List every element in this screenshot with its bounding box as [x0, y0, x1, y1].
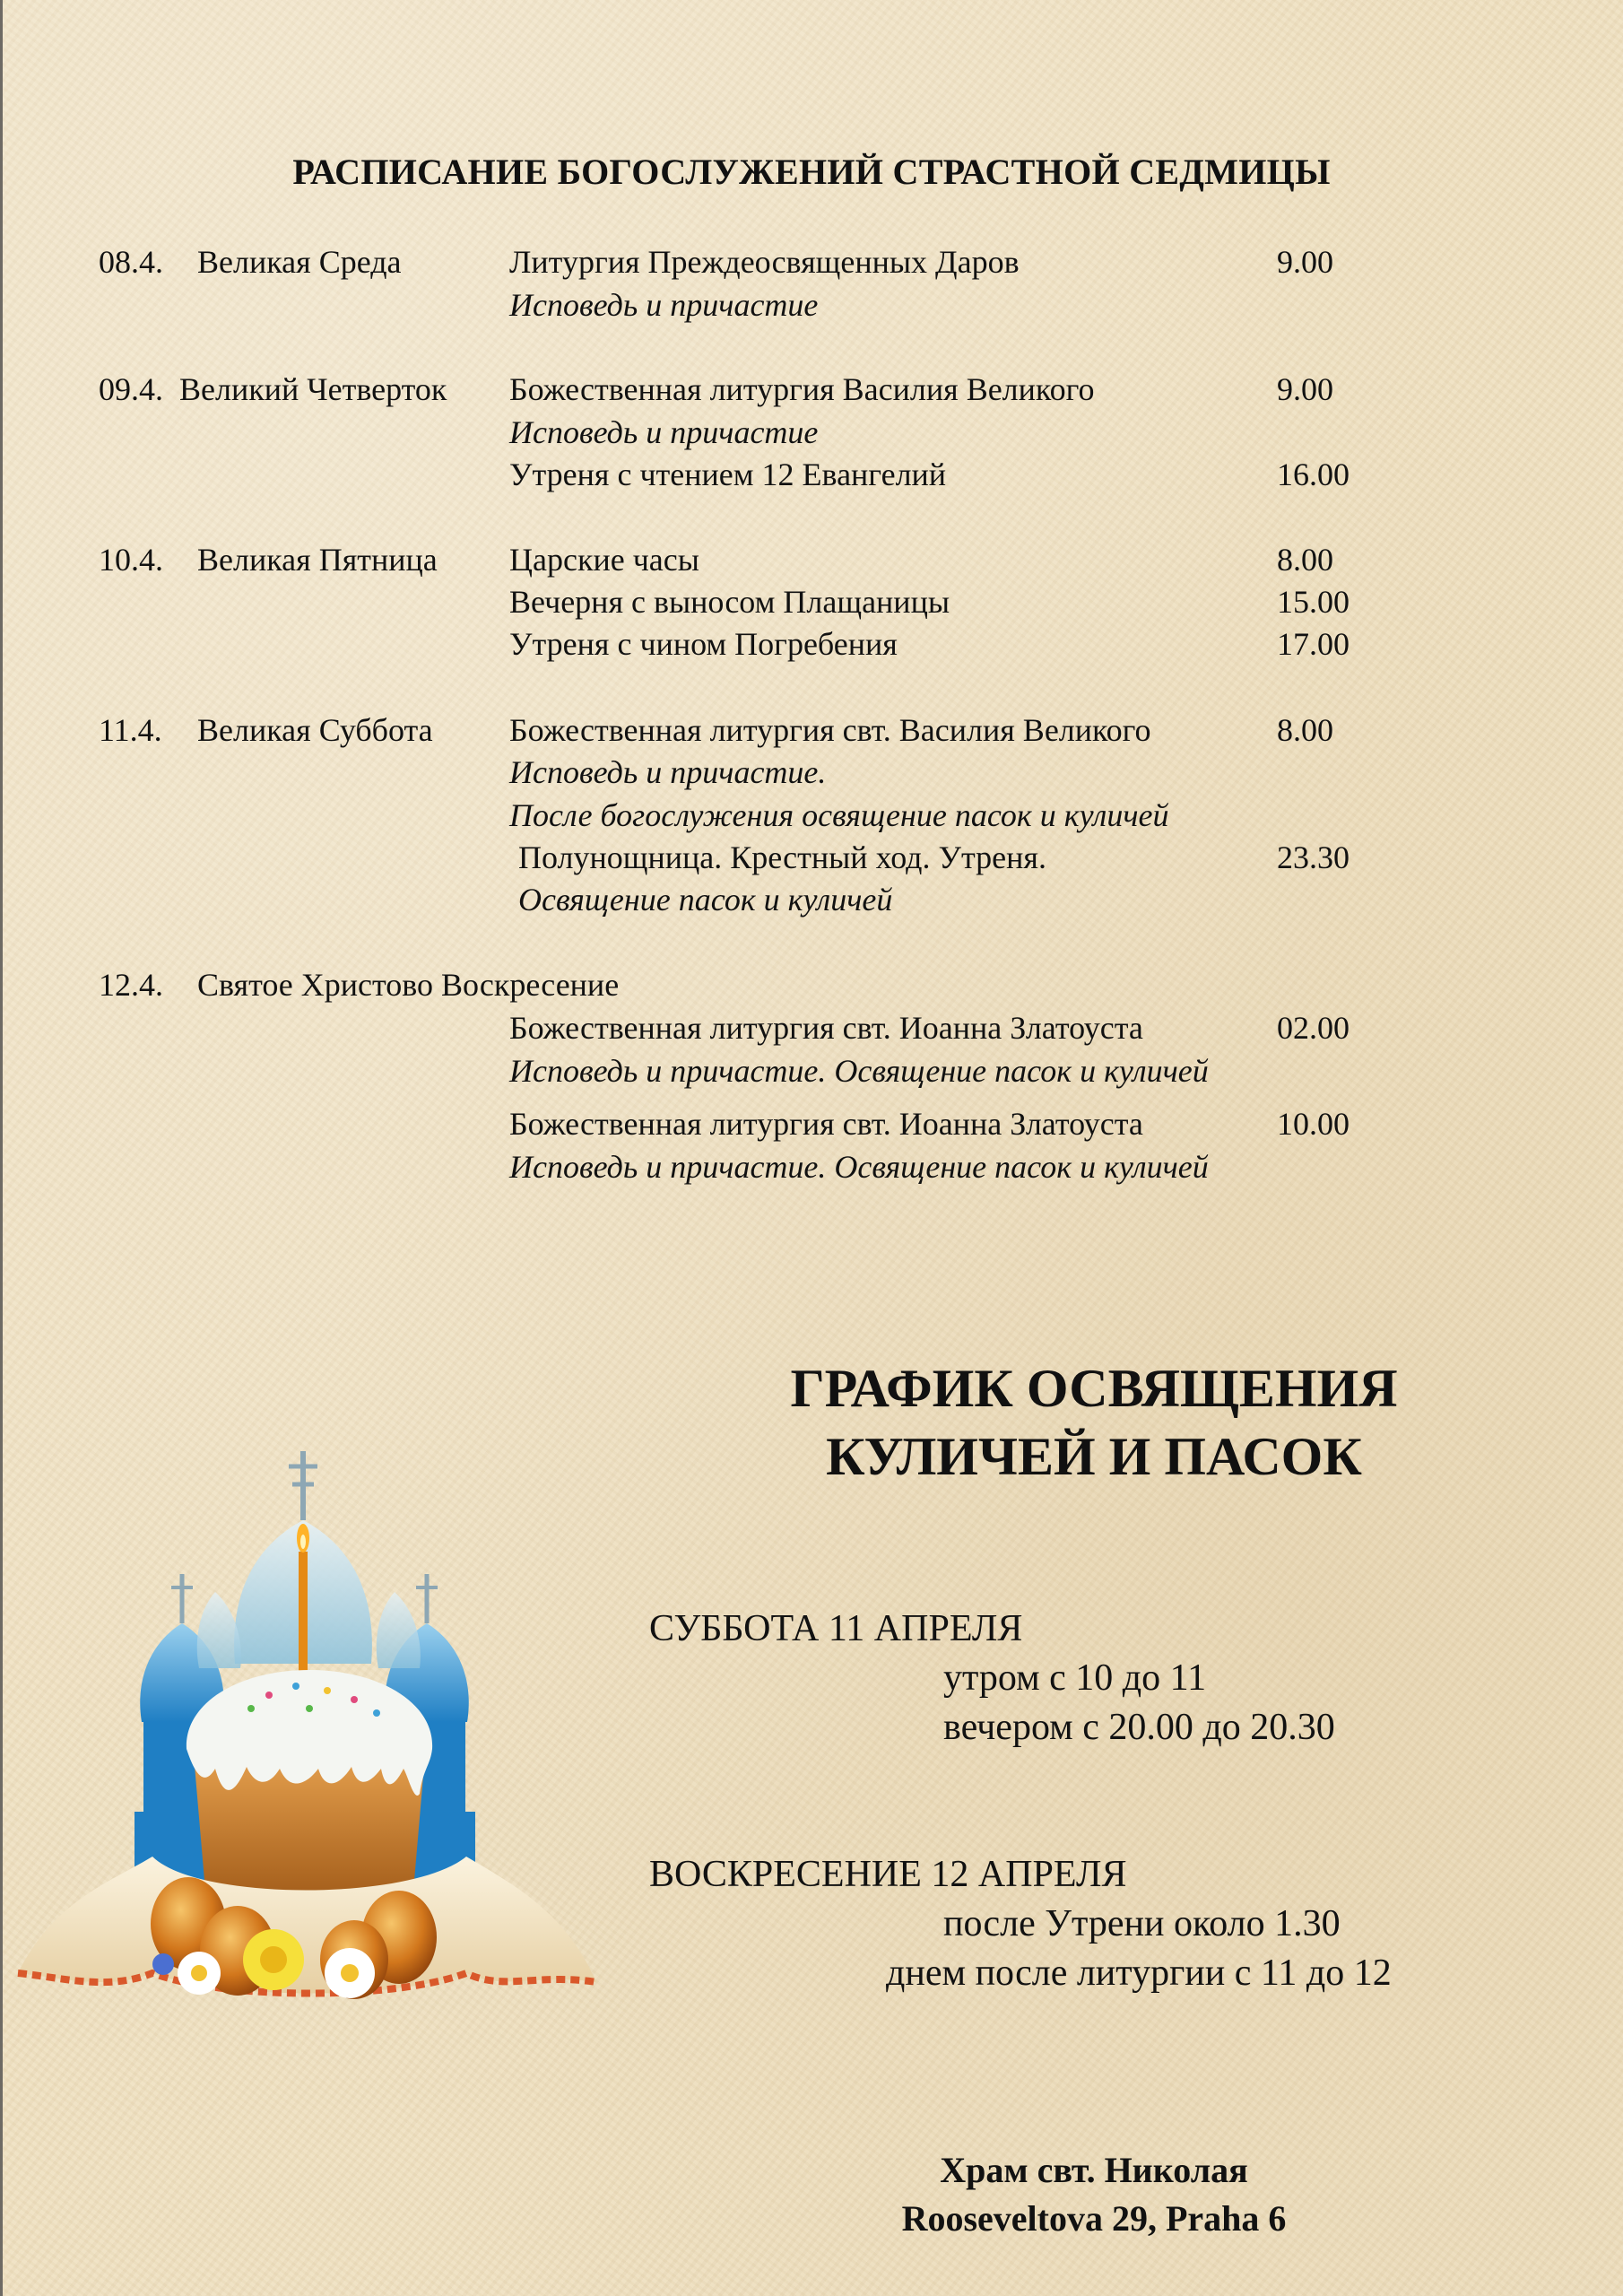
- violet-flower: [152, 1953, 174, 1975]
- blessing-saturday-morning: утром с 10 до 11: [943, 1657, 1207, 1699]
- fri-time-2: 15.00: [1277, 584, 1350, 620]
- wed-date: 08.4.: [99, 244, 163, 280]
- sun-service-2: Божественная литургия свт. Иоанна Златоуста: [509, 1106, 1143, 1142]
- wed-day: Великая Среда: [197, 244, 402, 280]
- wed-service-1: Литургия Преждеосвященных Даров: [509, 244, 1020, 280]
- thu-time-2: 16.00: [1277, 457, 1350, 492]
- kulich-cake: [187, 1670, 432, 1918]
- daisy-flower-2: [325, 1948, 375, 1998]
- sat-note-3: Освящение пасок и куличей: [518, 882, 893, 918]
- blessing-saturday-evening: вечером с 20.00 до 20.30: [943, 1707, 1335, 1748]
- blessing-saturday-heading: СУББОТА 11 АПРЕЛЯ: [649, 1608, 1023, 1649]
- thu-date: 09.4.: [99, 371, 163, 407]
- church-name: Храм свт. Николая: [940, 2150, 1248, 2190]
- thu-service-1: Божественная литургия Василия Великого: [509, 371, 1095, 407]
- fri-service-1: Царские часы: [509, 542, 699, 578]
- sat-service-1: Божественная литургия свт. Василия Великого: [509, 712, 1151, 748]
- sun-date: 12.4.: [99, 967, 163, 1003]
- thu-time-1: 9.00: [1277, 371, 1333, 407]
- wed-time-1: 9.00: [1277, 244, 1333, 280]
- daisy-flower-1: [178, 1952, 221, 1995]
- sun-time-1: 02.00: [1277, 1010, 1350, 1046]
- sat-day: Великая Суббота: [197, 712, 433, 748]
- sat-service-2: Полунощница. Крестный ход. Утреня.: [518, 839, 1046, 875]
- fri-time-3: 17.00: [1277, 626, 1350, 662]
- sat-note-2: После богослужения освящение пасок и куличей: [509, 797, 1169, 833]
- schedule-title: РАСПИСАНИЕ БОГОСЛУЖЕНИЙ СТРАСТНОЙ СЕДМИЦЫ: [292, 152, 1331, 192]
- sun-time-2: 10.00: [1277, 1106, 1350, 1142]
- wed-note-1: Исповедь и причастие: [509, 287, 819, 323]
- sun-service-1: Божественная литургия свт. Иоанна Златоуста: [509, 1010, 1143, 1046]
- blessing-sunday-day: днем после литургии с 11 до 12: [886, 1952, 1392, 1994]
- easter-kulich-illustration: [0, 1435, 610, 2018]
- thu-day: Великий Четверток: [179, 371, 447, 407]
- sun-note-1: Исповедь и причастие. Освящение пасок и куличей: [509, 1053, 1209, 1089]
- sat-time-2: 23.30: [1277, 839, 1350, 875]
- fri-date: 10.4.: [99, 542, 163, 578]
- sun-day: Святое Христово Воскресение: [197, 967, 620, 1003]
- fri-service-3: Утреня с чином Погребения: [509, 626, 898, 662]
- blessing-sunday-night: после Утрени около 1.30: [943, 1903, 1341, 1944]
- sun-note-2: Исповедь и причастие. Освящение пасок и куличей: [509, 1149, 1209, 1185]
- blessing-title-line-1: ГРАФИК ОСВЯЩЕНИЯ: [790, 1359, 1398, 1418]
- blessing-sunday-heading: ВОСКРЕСЕНИЕ 12 АПРЕЛЯ: [649, 1854, 1127, 1895]
- thu-note-1: Исповедь и причастие: [509, 414, 819, 450]
- sat-note-1: Исповедь и причастие.: [509, 754, 827, 790]
- fri-day: Великая Пятница: [197, 542, 438, 578]
- church-address: Rooseveltova 29, Praha 6: [901, 2198, 1287, 2239]
- fri-time-1: 8.00: [1277, 542, 1333, 578]
- blessing-title-line-2: КУЛИЧЕЙ И ПАСОК: [826, 1427, 1362, 1486]
- thu-service-2: Утреня с чтением 12 Евангелий: [509, 457, 947, 492]
- fri-service-2: Вечерня с выносом Плащаницы: [509, 584, 950, 620]
- daffodil-flower: [243, 1929, 304, 1990]
- sat-time-1: 8.00: [1277, 712, 1333, 748]
- sat-date: 11.4.: [99, 712, 162, 748]
